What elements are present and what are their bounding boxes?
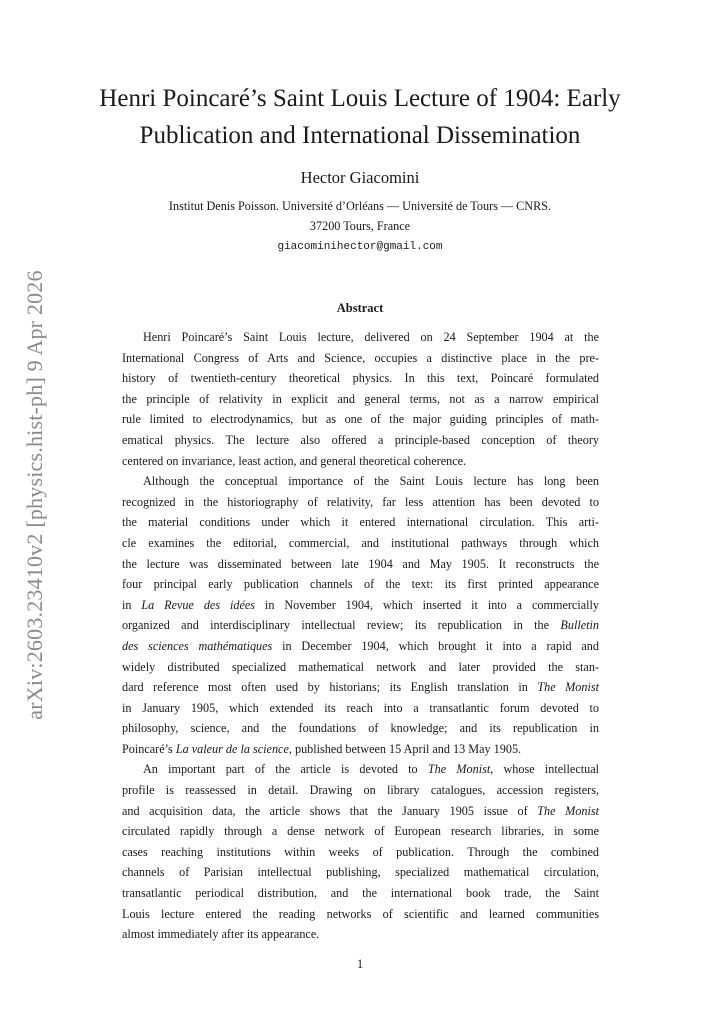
arxiv-identifier-stamp: arXiv:2603.23410v2 [physics.hist-ph] 9 Apr 2026 xyxy=(22,270,47,720)
abstract-text: and acquisition data, the article shows that the January 1905 issue of xyxy=(122,803,538,818)
abstract-line xyxy=(122,904,599,925)
abstract-line xyxy=(122,842,599,863)
abstract-heading: Abstract xyxy=(336,301,384,315)
abstract-text: the material conditions under which it entered international circulation. This arti- xyxy=(122,515,599,530)
abstract-italic-title: The Monist xyxy=(427,762,491,777)
abstract-text: ematical physics. The lecture also offered a principle-based conception of theory xyxy=(122,432,599,447)
abstract-line xyxy=(122,430,599,451)
abstract-line xyxy=(122,677,599,698)
abstract-line xyxy=(122,512,599,533)
abstract-text: cle examines the editorial, commercial, and institutional pathways through which xyxy=(122,535,599,550)
abstract-text: Louis lecture entered the reading networks of scientific and learned communities xyxy=(122,906,599,921)
abstract-text: philosophy, science, and the foundations of knowledge; and its republication in xyxy=(122,721,599,736)
abstract-text: recognized in the historiography of relativity, far less attention has been devoted to xyxy=(122,494,599,509)
abstract-text: circulated rapidly through a dense network of European research libraries, in some xyxy=(122,824,599,839)
abstract-text: Although the conceptual importance of the Saint Louis lecture has long been xyxy=(143,474,599,489)
abstract-line xyxy=(122,739,599,760)
abstract-line xyxy=(122,657,599,678)
abstract-line xyxy=(122,780,599,801)
abstract-text: in December 1904, which brought it into a rapid and xyxy=(272,638,599,653)
abstract-text: cases reaching institutions within weeks of publication. Through the combined xyxy=(122,844,599,859)
paper-title-line-1: Henri Poincaré’s Saint Louis Lecture of 1904: Early xyxy=(99,85,621,112)
abstract-italic-title: The Monist xyxy=(537,803,600,818)
abstract-text: , whose intellectual xyxy=(490,762,599,777)
abstract-line xyxy=(122,389,599,410)
abstract-text: International Congress of Arts and Science, occupies a distinctive place in the pre- xyxy=(122,350,599,365)
abstract-text: Henri Poincaré’s Saint Louis lecture, delivered on 24 September 1904 at the xyxy=(143,330,599,344)
abstract-text: , published between 15 April and 13 May 1905. xyxy=(288,741,522,756)
abstract-text: in January 1905, which extended its reach into a transatlantic forum devoted to xyxy=(122,700,599,715)
abstract-line xyxy=(122,492,599,513)
abstract-line xyxy=(122,801,599,822)
abstract-text: history of twentieth-century theoretical physics. In this text, Poincaré formulated xyxy=(122,371,599,386)
abstract-text: widely distributed specialized mathematical network and later provided the stan- xyxy=(122,659,599,674)
abstract-text: the principle of relativity in explicit and general terms, not as a narrow empirical xyxy=(122,391,599,406)
abstract-line xyxy=(122,471,599,492)
author-affiliation xyxy=(60,197,660,236)
abstract-italic-title: La Revue des idées xyxy=(141,597,256,612)
abstract-text: in xyxy=(122,597,142,612)
abstract-text: the lecture was disseminated between late 1904 and May 1905. It reconstructs the xyxy=(122,556,599,571)
abstract-line xyxy=(122,862,599,883)
page-number: 1 xyxy=(356,957,364,971)
affiliation-line-1: Institut Denis Poisson. Université d’Orléans — Université de Tours — CNRS. xyxy=(168,199,552,213)
abstract-line xyxy=(122,883,599,904)
abstract-text: Poincaré’s xyxy=(122,741,176,756)
abstract-line xyxy=(122,327,599,348)
abstract-line xyxy=(122,698,599,719)
abstract-italic-title: The Monist xyxy=(537,680,599,695)
abstract-body xyxy=(122,327,599,945)
abstract-text: four principal early publication channels of the text: its first printed appearance xyxy=(122,577,599,592)
affiliation-line-2: 37200 Tours, France xyxy=(309,218,411,233)
abstract-text: rule limited to electrodynamics, but as one of the major guiding principles of math- xyxy=(122,412,599,427)
abstract-text: centered on invariance, least action, and general theoretical coherence. xyxy=(122,453,467,468)
abstract-line xyxy=(122,595,599,616)
abstract-text: almost immediately after its appearance. xyxy=(122,927,320,942)
abstract-line xyxy=(122,554,599,575)
paper-title xyxy=(60,80,660,154)
abstract-line xyxy=(122,924,599,945)
abstract-text: channels of Parisian intellectual publishing, specialized mathematical circulation, xyxy=(122,865,599,880)
abstract-italic-title: La valeur de la science xyxy=(175,741,289,756)
abstract-line xyxy=(122,615,599,636)
abstract-line xyxy=(122,409,599,430)
abstract-line xyxy=(122,533,599,554)
abstract-line xyxy=(122,368,599,389)
abstract-line xyxy=(122,759,599,780)
abstract-line xyxy=(122,636,599,657)
abstract-text: dard reference most often used by historians; its English translation in xyxy=(122,680,538,695)
abstract-text: transatlantic periodical distribution, and the international book trade, the Saint xyxy=(122,886,599,901)
author-email: giacominihector@gmail.com xyxy=(277,241,443,253)
abstract-italic-title: des sciences mathématiques xyxy=(122,638,273,653)
abstract-line xyxy=(122,821,599,842)
abstract-line xyxy=(122,348,599,369)
abstract-line xyxy=(122,574,599,595)
abstract-line xyxy=(122,451,599,472)
abstract-text: organized and interdisciplinary intellectual review; its republication in the xyxy=(122,618,561,633)
abstract-text: profile is reassessed in detail. Drawing on library catalogues, accession registers, xyxy=(122,783,599,798)
abstract-text: An important part of the article is devoted to xyxy=(143,762,428,777)
abstract-italic-title: Bulletin xyxy=(560,618,599,633)
abstract-line xyxy=(122,718,599,739)
abstract-text: in November 1904, which inserted it into a commercially xyxy=(255,597,599,612)
author-name: Hector Giacomini xyxy=(300,168,420,187)
paper-title-line-2: Publication and International Dissemination xyxy=(139,122,581,149)
